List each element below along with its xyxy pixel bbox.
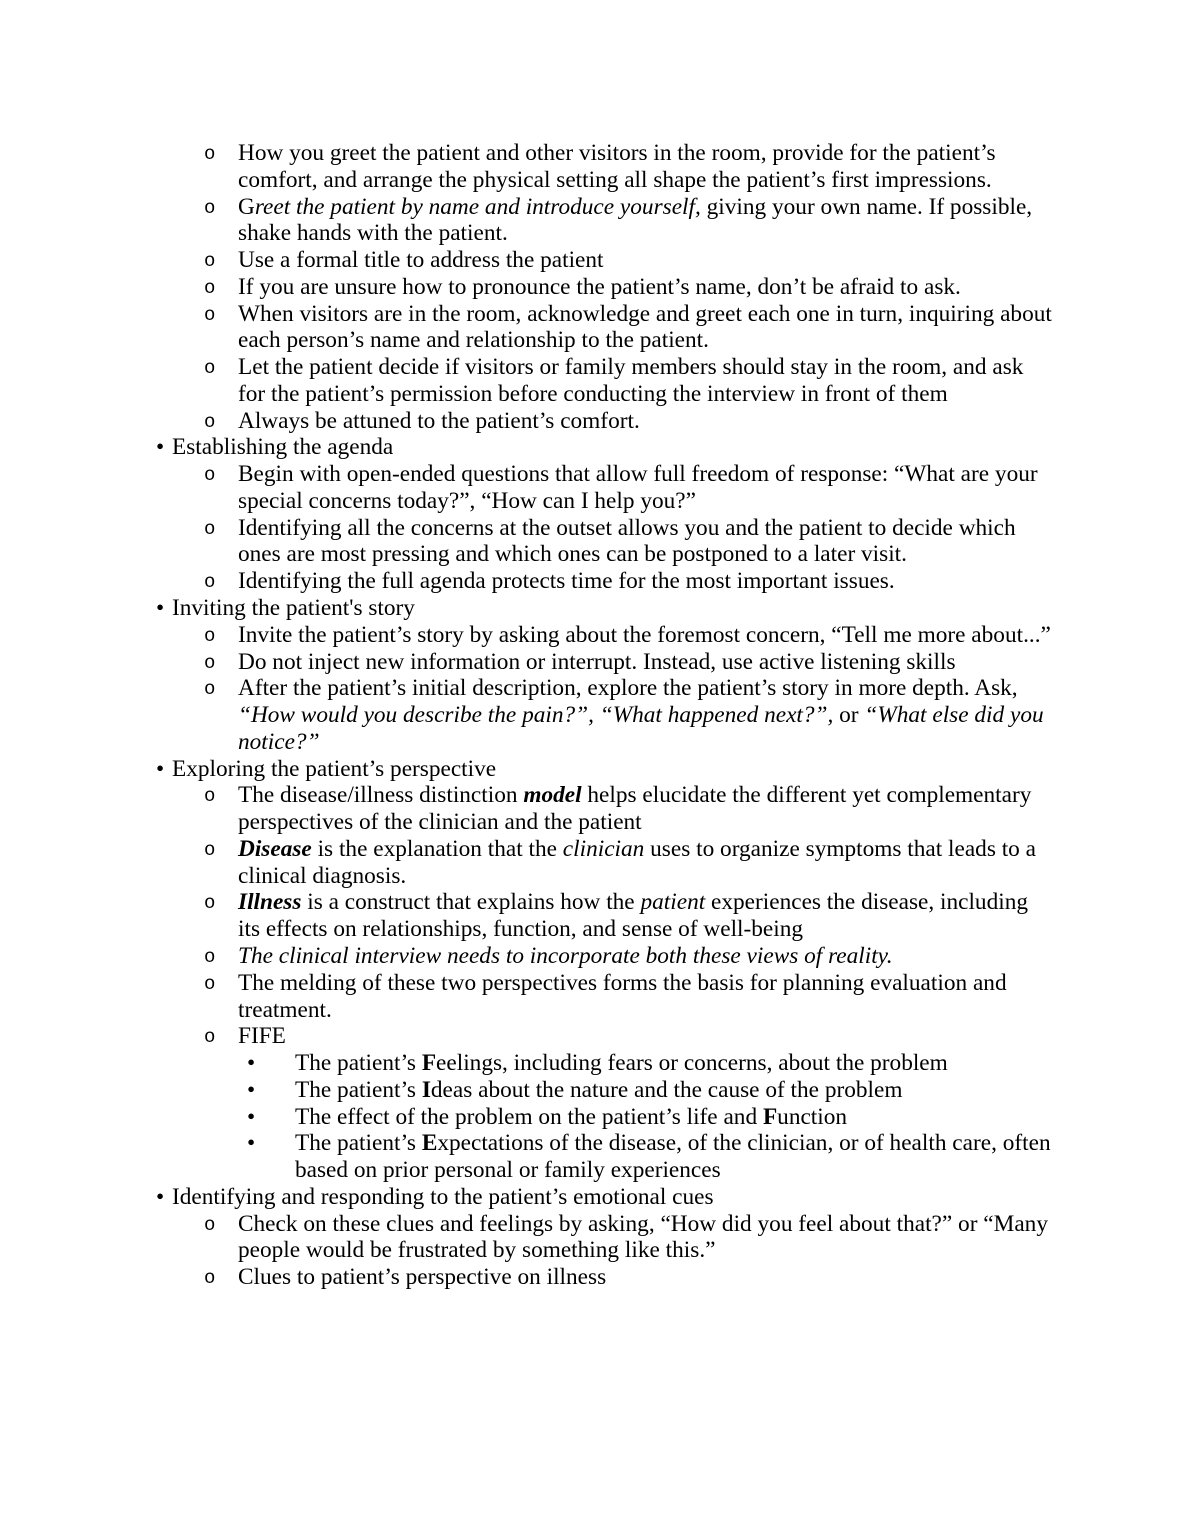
text-segment: When visitors are in the room, acknowledge and greet each one in turn, inquiring about each person’s name and relationship to the patient.	[238, 300, 1052, 354]
dot-bullet-icon: •	[156, 434, 165, 461]
text-segment: After the patient’s initial description, explore the patient’s story in more depth. Ask,	[238, 675, 1018, 702]
text-segment: Invite the patient’s story by asking about the foremost concern, “Tell me more about...”	[238, 621, 1051, 648]
dot-bullet-icon: •	[156, 755, 165, 782]
circle-bullet-icon: o	[204, 838, 216, 861]
text-segment: eelings, including fears or concerns, about the problem	[436, 1050, 948, 1077]
dot-bullet-icon: •	[156, 595, 165, 622]
text-segment: F	[421, 1050, 437, 1077]
text-segment: patient	[640, 889, 706, 916]
text-segment: Identifying all the concerns at the outset allows you and the patient to decide which ones are most pressing and which ones can be postponed to a later visit.	[238, 514, 1016, 568]
text-segment: xpectations of the disease, of the clinician, or of health care, often based on prior personal or family experiences	[295, 1130, 1051, 1184]
text-segment: is a construct that explains how the	[301, 889, 641, 916]
list-item	[0, 1211, 1052, 1265]
list-item	[0, 943, 1052, 970]
text-segment: or	[833, 702, 865, 729]
circle-bullet-icon: o	[204, 464, 216, 487]
text-segment: E	[421, 1130, 438, 1157]
list-item	[0, 595, 1052, 622]
list-item	[0, 1264, 1052, 1291]
circle-bullet-icon: o	[204, 143, 216, 165]
text-segment: Let the patient decide if visitors or family members should stay in the room, and ask for the patient’s permission before conducting the interview in front of them	[238, 354, 1024, 407]
text-segment: Use a formal title to address the patient	[238, 247, 604, 274]
circle-bullet-icon: o	[204, 972, 216, 995]
circle-bullet-icon: o	[204, 1213, 216, 1236]
circle-bullet-icon: o	[204, 651, 216, 674]
text-segment: G	[238, 193, 255, 220]
text-segment: giving your own name. If possible, shake hands with the patient.	[238, 193, 1033, 247]
text-segment: uses to organize symptoms that leads to a clinical diagnosis.	[238, 835, 1036, 889]
text-segment: “What else did you notice?”	[238, 702, 1044, 755]
text-segment: model	[523, 782, 582, 809]
circle-bullet-icon: o	[204, 1026, 216, 1049]
list-item	[0, 194, 1052, 248]
list-item	[0, 354, 1052, 408]
text-segment: How you greet the patient and other visitors in the room, provide for the patient’s comfort, and arrange the physical setting all shape the patient’s first impressions.	[238, 140, 996, 193]
text-segment: Identifying and responding to the patient’s emotional cues	[172, 1183, 714, 1210]
list-item	[0, 461, 1052, 515]
circle-bullet-icon: o	[204, 1267, 216, 1290]
list-item	[0, 1077, 1052, 1104]
list-item	[0, 140, 1052, 194]
text-segment: The effect of the problem on the patient’s life and	[295, 1103, 763, 1130]
text-segment: I	[421, 1076, 431, 1103]
list-item	[0, 1184, 1052, 1211]
text-segment: Always be attuned to the patient’s comfort.	[238, 407, 640, 434]
circle-bullet-icon: o	[204, 276, 216, 299]
text-segment: The disease/illness distinction	[238, 782, 524, 809]
circle-bullet-icon: o	[204, 410, 216, 433]
circle-bullet-icon: o	[204, 892, 216, 915]
list-item	[0, 970, 1052, 1024]
text-segment: Begin with open-ended questions that allow full freedom of response: “What are your special concerns today?”, “How can I help you?”	[238, 461, 1038, 514]
text-segment: FIFE	[238, 1023, 286, 1050]
dot-bullet-icon: •	[156, 1183, 165, 1210]
circle-bullet-icon: o	[204, 517, 216, 540]
text-segment: Inviting the patient's story	[172, 595, 415, 622]
text-segment: Do not inject new information or interrupt. Instead, use active listening skills	[238, 648, 956, 675]
text-segment: deas about the nature and the cause of the problem	[430, 1076, 903, 1103]
circle-bullet-icon: o	[204, 945, 216, 968]
circle-bullet-icon: o	[204, 357, 216, 380]
text-segment: unction	[777, 1103, 848, 1130]
list-item	[0, 515, 1052, 569]
text-segment: is the explanation that the	[311, 835, 563, 862]
circle-bullet-icon: o	[204, 678, 216, 701]
list-item	[0, 274, 1052, 301]
list-item	[0, 622, 1052, 649]
list-item	[0, 889, 1052, 943]
list-item	[0, 1023, 1052, 1050]
list-item	[0, 782, 1052, 836]
list-item	[0, 649, 1052, 676]
dot-bullet-icon: •	[247, 1076, 256, 1103]
circle-bullet-icon: o	[204, 571, 216, 594]
list-item	[0, 675, 1052, 755]
text-segment: Disease	[238, 835, 312, 862]
list-item	[0, 1104, 1052, 1131]
list-item	[0, 408, 1052, 435]
text-segment: The clinical interview needs to incorporate both these views of reality.	[238, 942, 893, 969]
text-segment: The patient’s	[295, 1050, 422, 1077]
text-segment: The patient’s	[295, 1130, 422, 1157]
list-item	[0, 756, 1052, 783]
list-item	[0, 247, 1052, 274]
circle-bullet-icon: o	[204, 624, 216, 647]
text-segment: Identifying the full agenda protects time for the most important issues.	[238, 568, 895, 595]
circle-bullet-icon: o	[204, 196, 216, 219]
text-segment: clinician	[562, 835, 645, 862]
list-item	[0, 1050, 1052, 1077]
dot-bullet-icon: •	[247, 1103, 256, 1130]
text-segment: Establishing the agenda	[172, 434, 394, 461]
text-segment: reet the patient by name and introduce yourself,	[254, 193, 701, 220]
text-segment: If you are unsure how to pronounce the patient’s name, don’t be afraid to ask.	[238, 273, 961, 300]
list-item	[0, 568, 1052, 595]
list-item	[0, 301, 1052, 355]
text-segment: experiences the disease, including its effects on relationships, function, and sense of well-being	[238, 889, 1029, 943]
text-segment: F	[762, 1103, 778, 1130]
circle-bullet-icon: o	[204, 250, 216, 273]
text-segment: The patient’s	[295, 1076, 422, 1103]
list-item	[0, 1130, 1052, 1184]
text-segment: The melding of these two perspectives forms the basis for planning evaluation and treatment.	[238, 969, 1007, 1023]
text-segment: Illness	[238, 889, 302, 916]
list-item	[0, 434, 1052, 461]
dot-bullet-icon: •	[247, 1050, 256, 1077]
text-segment: Clues to patient’s perspective on illness	[238, 1264, 607, 1291]
circle-bullet-icon: o	[204, 303, 216, 326]
list-item	[0, 836, 1052, 890]
text-segment: Exploring the patient’s perspective	[172, 755, 497, 782]
document-body	[0, 140, 1052, 1291]
circle-bullet-icon: o	[204, 785, 216, 808]
text-segment: “How would you describe the pain?”, “What happened next?”,	[238, 702, 834, 729]
text-segment: helps elucidate the different yet complementary perspectives of the clinician and the patient	[238, 782, 1032, 836]
text-segment: Check on these clues and feelings by asking, “How did you feel about that?” or “Many people would be frustrated by something like this.”	[238, 1210, 1048, 1264]
dot-bullet-icon: •	[247, 1130, 256, 1157]
